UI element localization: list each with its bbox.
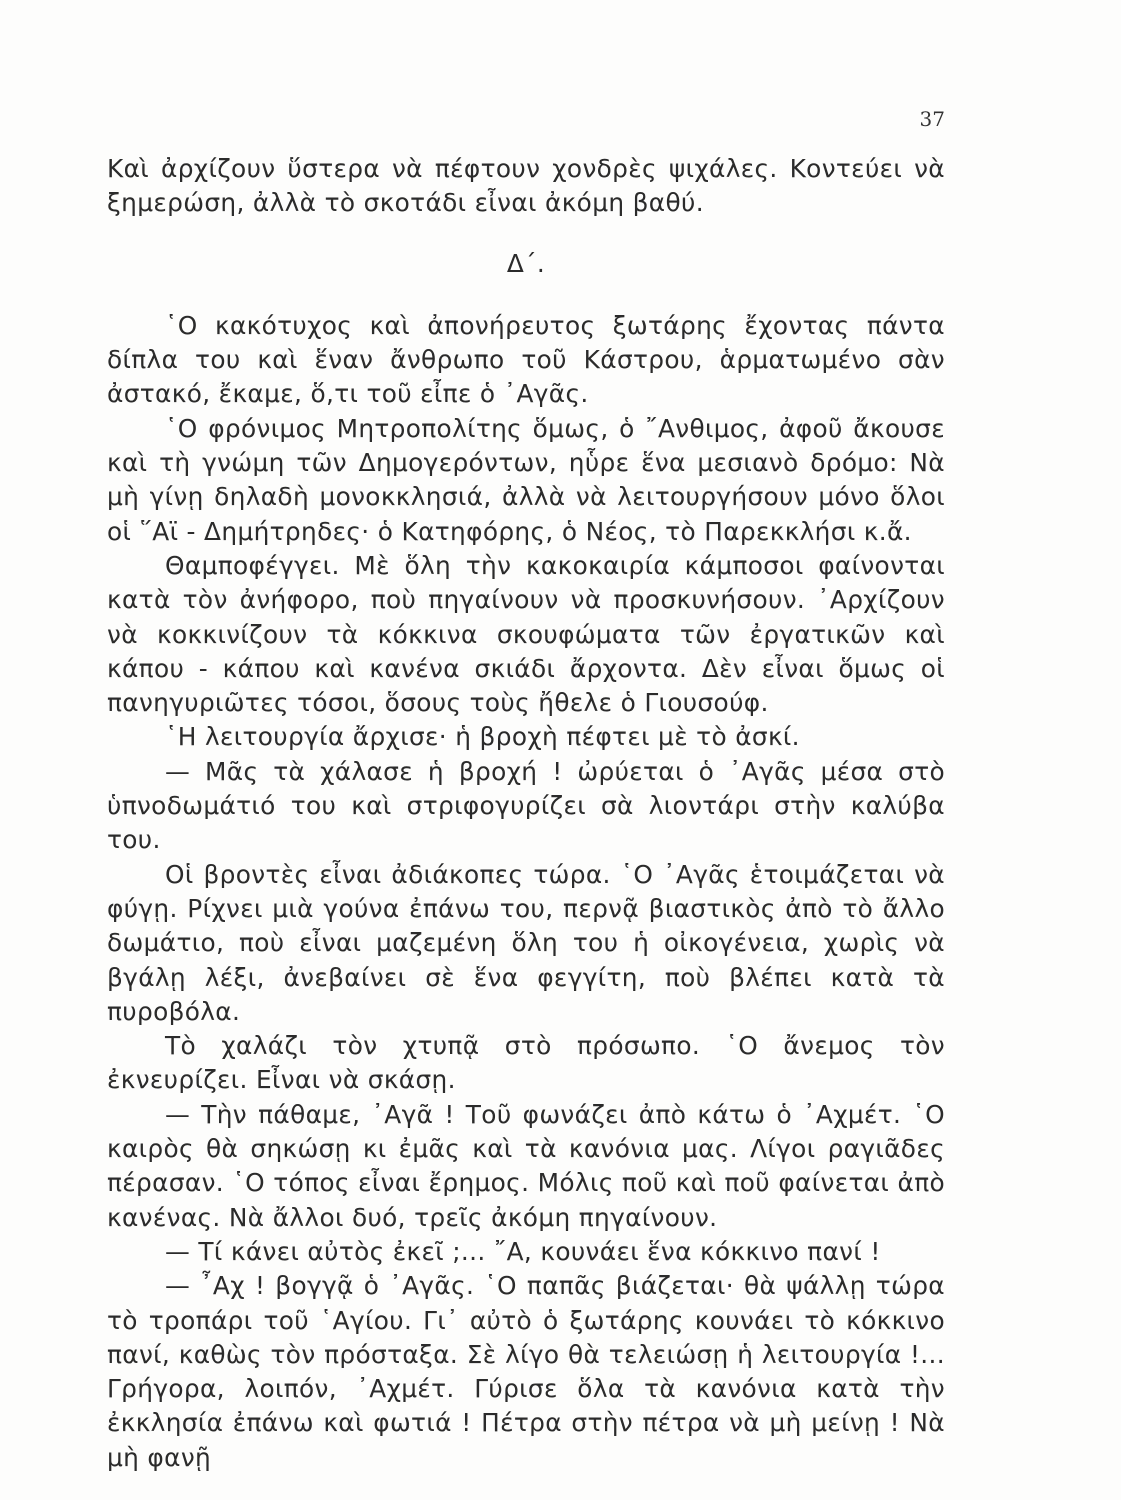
paragraph: Τὸ χαλάζι τὸν χτυπᾷ στὸ πρόσωπο. ῾Ο ἄνεμος τὸν ἐκνευρίζει. Εἶναι νὰ σκάσῃ.	[107, 1031, 945, 1095]
paragraph: ῾Ο κακότυχος καὶ ἀπονήρευτος ξωτάρης ἔχοντας πάντα δίπλα του καὶ ἕναν ἄνθρωπο τοῦ Κάστρου, ἁρματωμένο σὰν ἀστακό, ἔκαμε, ὅ,τι τοῦ εἶπε ὁ ᾿Αγᾶς.	[107, 310, 945, 409]
paragraph-dialogue: — Τί κάνει αὐτὸς ἐκεῖ ;... ῎Α, κουνάει ἕνα κόκκινο πανί !	[165, 1236, 881, 1266]
section-heading: Δ΄.	[506, 248, 546, 278]
paragraph-dialogue: — Τὴν πάθαμε, ᾿Αγᾶ ! Τοῦ φωνάζει ἀπὸ κάτω ὁ ᾿Αχμέτ. ῾Ο καιρὸς θὰ σηκώσῃ κι ἐμᾶς καὶ τὰ κανόνια μας. Λίγοι ραγιᾶδες πέρασαν. ῾Ο τόπος εἶναι ἔρημος. Μόλις ποῦ καὶ ποῦ φαίνεται ἀπὸ κανένας. Νὰ ἄλλοι δυό, τρεῖς ἀκόμη πηγαίνουν.	[107, 1099, 945, 1232]
paragraph: Θαμποφέγγει. Μὲ ὅλη τὴν κακοκαιρία κάμποσοι φαίνονται κατὰ τὸν ἀνήφορο, ποὺ πηγαίνουν νὰ προσκυνήσουν. ᾿Αρχίζουν νὰ κοκκινίζουν τὰ κόκκινα σκουφώματα τῶν ἐργατικῶν καὶ κάπου - κάπου καὶ κανένα σκιάδι ἄρχοντα. Δὲν εἶναι ὅμως οἱ πανηγυριῶτες τόσοι, ὅσους τοὺς ἤθελε ὁ Γιουσούφ.	[107, 550, 945, 718]
paragraph-dialogue: — Μᾶς τὰ χάλασε ἡ βροχή ! ὠρύεται ὁ ᾿Αγᾶς μέσα στὸ ὑπνοδωμάτιό του καὶ στριφογυρίζει σὰ λιοντάρι στὴν καλύβα του.	[107, 756, 945, 855]
paragraph: Οἱ βροντὲς εἶναι ἀδιάκοπες τώρα. ῾Ο ᾿Αγᾶς ἑτοιμάζεται νὰ φύγῃ. Ρίχνει μιὰ γούνα ἐπάνω του, περνᾷ βιαστικὸς ἀπὸ τὸ ἄλλο δωμάτιο, ποὺ εἶναι μαζεμένη ὅλη του ἡ οἰκογένεια, χωρὶς νὰ βγάλῃ λέξι, ἀνεβαίνει σὲ ἕνα φεγγίτη, ποὺ βλέπει κατὰ τὰ πυροβόλα.	[107, 859, 945, 1026]
body-text	[107, 152, 945, 1475]
page-number: 37	[919, 107, 945, 131]
paragraph: ῾Η λειτουργία ἄρχισε· ἡ βροχὴ πέφτει μὲ τὸ ἀσκί.	[165, 722, 800, 752]
paragraph: ῾Ο φρόνιμος Μητροπολίτης ὅμως, ὁ ῎Ανθιμος, ἀφοῦ ἄκουσε καὶ τὴ γνώμη τῶν Δημογερόντων, ηὗρε ἕνα μεσιανὸ δρόμο: Νὰ μὴ γίνῃ δηλαδὴ μονοκκλησιά, ἀλλὰ νὰ λειτουργήσουν μόνο ὅλοι οἱ ῞Αϊ - Δημήτρηδες· ὁ Κατηφόρης, ὁ Νέος, τὸ Παρεκκλήσι κ.ἄ.	[107, 413, 945, 546]
paragraph-dialogue: — ῏Αχ ! βογγᾷ ὁ ᾿Αγᾶς. ῾Ο παπᾶς βιάζεται· θὰ ψάλλῃ τώρα τὸ τροπάρι τοῦ ῾Αγίου. Γι᾿ αὐτὸ ὁ ξωτάρης κουνάει τὸ κόκκινο πανί, καθὼς τὸν πρόσταξα. Σὲ λίγο θὰ τελειώσῃ ἡ λειτουργία !... Γρήγορα, λοιπόν, ᾿Αχμέτ. Γύρισε ὅλα τὰ κανόνια κατὰ τὴν ἐκκλησία ἐπάνω καὶ φωτιά ! Πέτρα στὴν πέτρα νὰ μὴ μείνῃ ! Νὰ μὴ φανῇ	[107, 1271, 945, 1472]
paragraph-opening: Καὶ ἀρχίζουν ὕστερα νὰ πέφτουν χονδρὲς ψιχάλες. Κοντεύει νὰ ξημερώση, ἀλλὰ τὸ σκοτάδι εἶναι ἀκόμη βαθύ.	[107, 154, 945, 218]
